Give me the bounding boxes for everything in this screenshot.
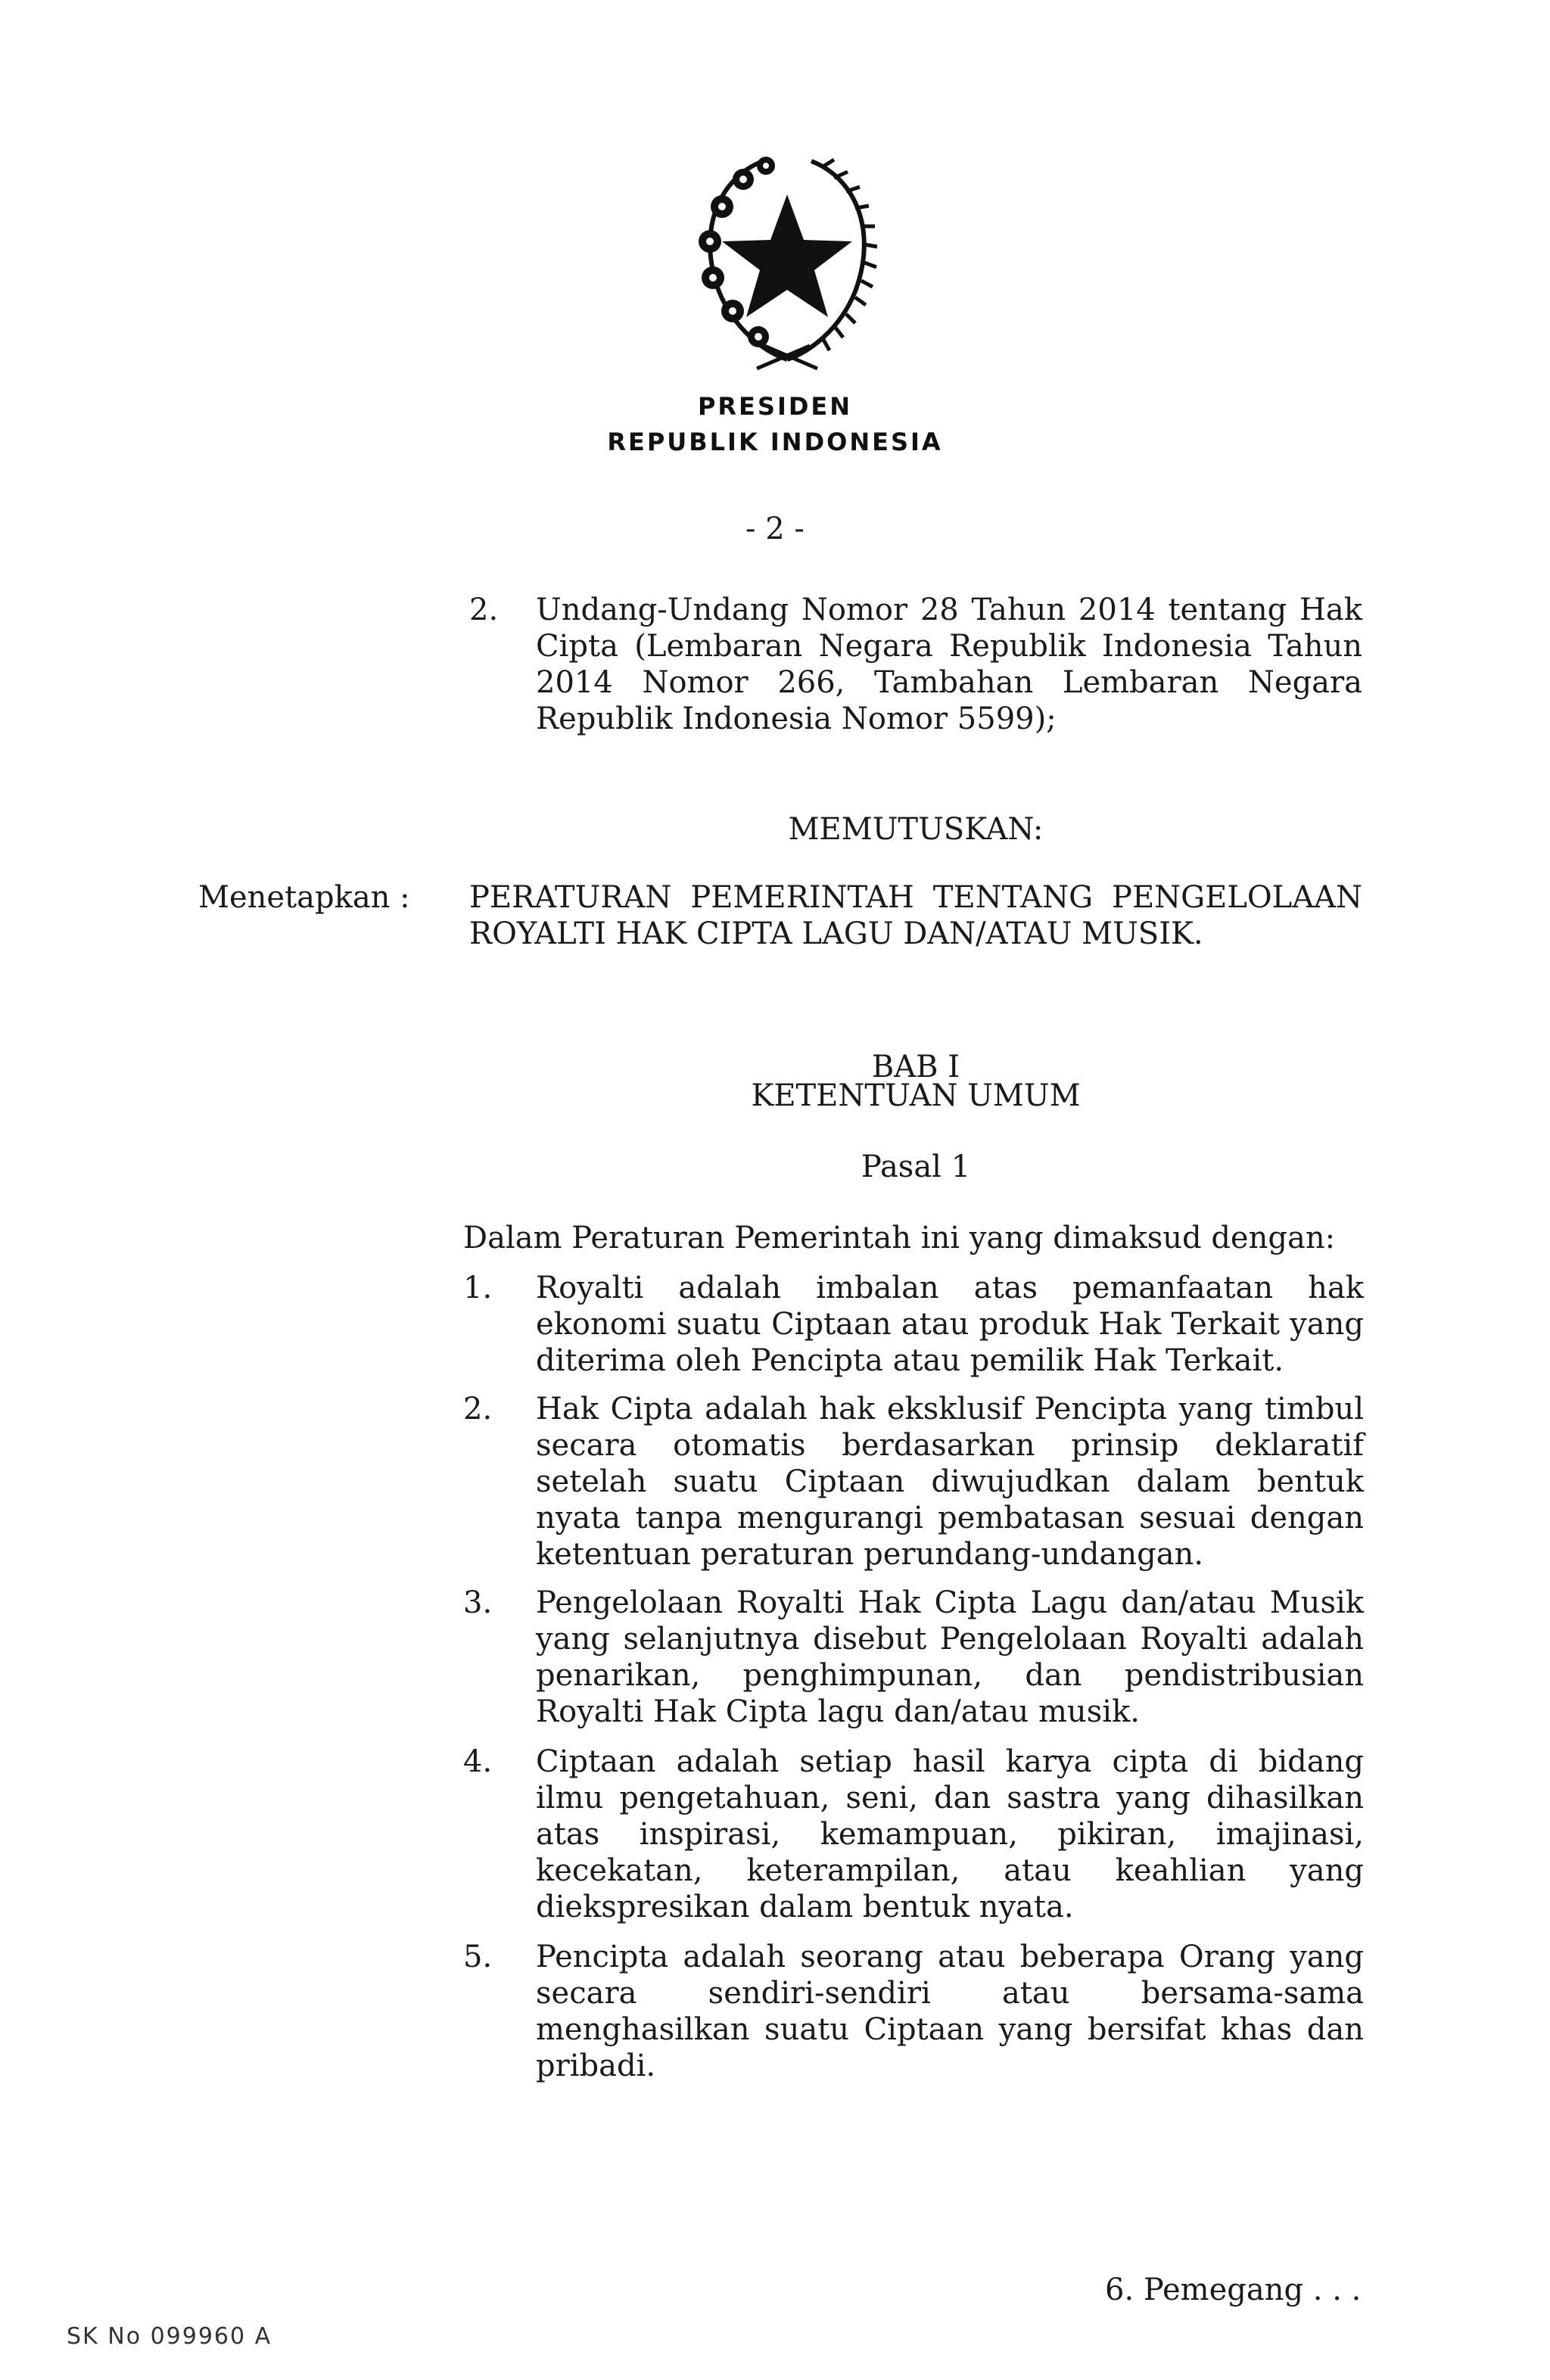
menetapkan-label: Menetapkan : (198, 880, 410, 915)
menetapkan-text: PERATURAN PEMERINTAH TENTANG PENGELOLAAN ROYALTI HAK CIPTA LAGU DAN/ATAU MUSIK. (469, 880, 1362, 951)
definition-text: Pencipta adalah seorang atau beberapa Orang yang secara sendiri-sendiri atau bersama-sama menghasilkan suatu Ciptaan yang bersifat khas dan pribadi. (536, 1940, 1364, 2083)
definition-text: Ciptaan adalah setiap hasil karya cipta di bidang ilmu pengetahuan, seni, dan sastra yang dihasilkan atas inspirasi, kemampuan, pikiran, imajinasi, kecekatan, keterampilan, atau keahlian yang diekspresikan dalam bentuk nyata. (536, 1744, 1364, 1924)
definition-number: 5. (463, 1940, 493, 1974)
header-title-presiden: PRESIDEN (697, 392, 853, 421)
header-title-republik: REPUBLIK INDONESIA (607, 428, 943, 456)
page-continuation: 6. Pemegang . . . (1105, 2273, 1362, 2307)
consideration-item-text: Undang-Undang Nomor 28 Tahun 2014 tentang Hak Cipta (Lembaran Negara Republik Indonesia Tahun 2014 Nomor 266, Tambahan Lembaran Negara Republik Indonesia Nomor 5599); (536, 593, 1362, 736)
definition-number: 2. (463, 1392, 493, 1426)
page-number: - 2 - (745, 512, 805, 546)
decision-heading: MEMUTUSKAN: (788, 812, 1044, 847)
definition-number: 1. (463, 1271, 493, 1305)
definitions-intro: Dalam Peraturan Pemerintah ini yang dimaksud dengan: (463, 1221, 1336, 1255)
chapter-number: BAB I (871, 1050, 960, 1084)
footer-document-code: SK No 099960 A (67, 2323, 272, 2350)
definition-number: 3. (463, 1585, 493, 1620)
definition-text: Royalti adalah imbalan atas pemanfaatan hak ekonomi suatu Ciptaan atau produk Hak Terkait yang diterima oleh Pencipta atau pemilik Hak Terkait. (536, 1271, 1364, 1378)
consideration-item-number: 2. (469, 593, 499, 627)
definition-number: 4. (463, 1744, 493, 1779)
definition-text: Hak Cipta adalah hak eksklusif Pencipta yang timbul secara otomatis berdasarkan prinsip deklaratif setelah suatu Ciptaan diwujudkan dalam bentuk nyata tanpa mengurangi pembatasan sesuai dengan ketentuan peraturan perundang-undangan. (536, 1392, 1364, 1572)
chapter-title: KETENTUAN UMUM (751, 1078, 1081, 1113)
garuda-star-wreath-emblem-icon (674, 148, 901, 375)
article-heading: Pasal 1 (861, 1150, 971, 1184)
definition-text: Pengelolaan Royalti Hak Cipta Lagu dan/atau Musik yang selanjutnya disebut Pengelolaan Royalti adalah penarikan, penghimpunan, dan pendistribusian Royalti Hak Cipta lagu dan/atau musik. (536, 1585, 1364, 1729)
